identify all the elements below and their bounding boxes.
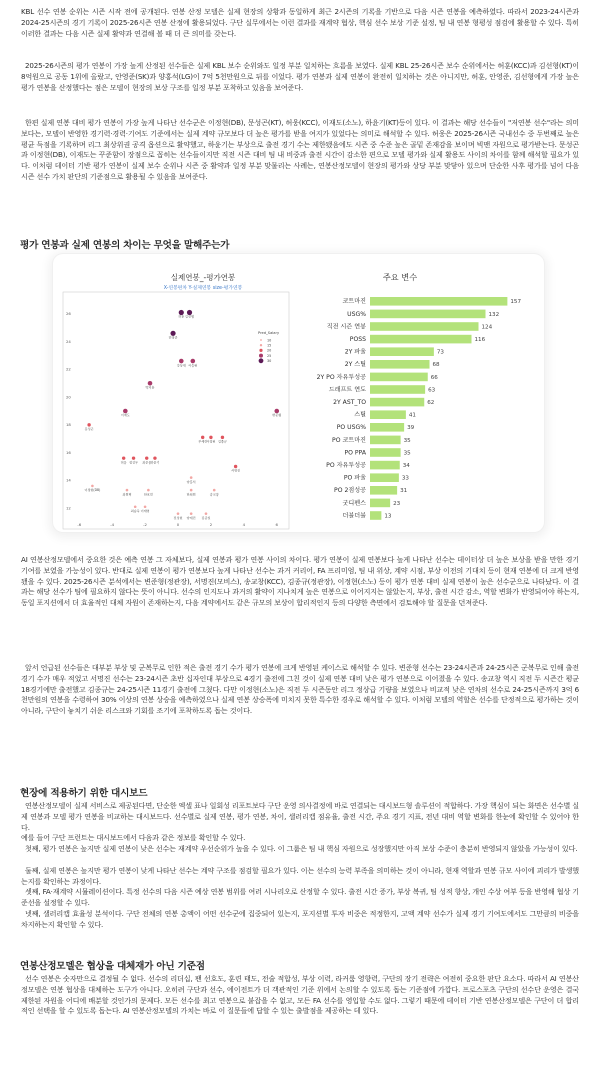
bar [370,436,401,445]
bar [370,486,397,495]
scatter-point [87,423,90,426]
point-label: 부세킨 [198,439,208,444]
bar-label: 스틸 [354,411,366,419]
legend-marker [259,358,264,363]
section-heading: 현장에 적용하기 위한 대시보드 [20,788,148,799]
bar [370,499,390,508]
scatter-point [190,489,193,492]
paragraph: 한편 실제 연봉 대비 평가 연봉이 가장 높게 나타난 선수군은 이정현(DB), 문성곤(KT), 허웅(KCC), 이재도(소노), 하윤기(KT)등이 있다. 이 결과는 해당 선수들이 "저연봉 선수"라는 의미보다는, 모델이 반영한 경기력·경력·기여도 기준에서는 실제 계약 규모보다 더 높은 평가를 받을 여지가 있었다는 의미로 해석할 수 있다. 허웅은 2025-26시즌 국내선수 중 두번째로 높은 평균 득점을 기록하며 리그 최상위권 공격 옵션으로 활약했고, 하윤기는 부상으로 출전 경기 수는 제한됐음에도 시즌 중 수준 높은 골밑 존재감을 보이며 빅맨 자원으로 평가받는다. 문성곤과 이정현(DB), 이재도는 꾸준함이 장점으로 꼽히는 선수들이지만 직전 시즌 대비 팀 내 비중과 출전 시간이 감소한 편으로 모델 평가와 실제 활용도 사이의 차이를 함께 해석할 필요가 있다. 이처럼 데이터 기반 평가 연봉이 실제 보수 순위나 시즌 중 활약과 일정 부분 맞물리는 사례는, 연봉산정모델이 현장의 평가와 상당 부분 맞닿아 있으며 단순한 사후 평가를 넘어 다음 시즌 선수 가치 판단의 기준점으로 활용될 수 있음을 보여준다. [21,118,579,181]
point-label: 하윤기 [150,460,160,465]
paragraph: 예를 들어 구단 프런트는 대시보드에서 다음과 같은 정보를 확인할 수 있다. [21,833,246,842]
point-label: 전성현 [173,515,183,520]
legend-label: 15 [267,343,272,348]
scatter-point [153,456,156,459]
bar-label: PO 코트마진 [332,436,366,444]
point-label: 김종규 [217,439,227,444]
bar-items [317,297,522,520]
scatter-point [134,505,137,508]
point-label: 이승현 [188,363,198,368]
point-label: 서명진 [231,468,241,473]
bar [370,360,430,369]
bar-label: PO 파울 [343,474,366,482]
bar-value: 34 [402,463,410,469]
point-label: 이재도 [120,413,130,418]
bar-label: 2Y 스틸 [344,361,366,369]
point-label: 최승욱 [130,508,140,513]
bar-label: 2Y 파울 [344,348,366,356]
y-tick-label: 26 [66,311,71,317]
legend-marker [260,339,262,341]
legend-marker [259,354,263,358]
scatter-point [209,436,212,439]
point-label: 정성우 [129,460,139,465]
point-label: 허훈 [178,314,185,319]
x-tick-label: 2 [209,522,213,527]
bar [370,297,507,306]
scatter-point [126,489,129,492]
bar-value: 13 [384,513,392,520]
x-tick-label: 0 [176,522,180,527]
bar-value: 35 [403,437,411,444]
scatter-point [221,436,224,439]
legend-title: Pred_Salary [258,331,280,335]
legend-label: 10 [267,338,272,343]
paragraph: 2025-26시즌의 평가 연봉이 가장 높게 산정된 선수들은 실제 KBL 보수 순위와도 일정 부분 일치하는 흐름을 보였다. 실제 KBL 25-26시즌 보수 순위에서는 허훈(KCC)과 김선형(KT)이 8억원으로 공동 1위에 올랐고, 안영준(SK)과 양홍석(LG)이 7억 5천만원으로 뒤를 이었다. 평가 연봉과 실제 연봉이 완전히 일치하는 것은 아니지만, 허훈, 안영준, 김선형에게 가장 높은 평가 연봉을 산정했다는 점은 모델이 현장의 보상 구조를 일정 부분 포착하고 있음을 보여준다. [21,61,579,92]
scatter-point [213,489,216,492]
paragraph: 첫째, 평가 연봉은 높지만 실제 연봉이 낮은 선수는 재계약 우선순위가 높을 수 있다. 이 그룹은 팀 내 핵심 자원으로 성장했지만 아직 보상 수준이 충분히 반영되지 않았을 가능성이 있다. [25,844,578,853]
bar [370,423,404,432]
point-label: 허웅 [120,460,127,465]
bar-value: 116 [474,337,486,343]
point-label: 변준형 [272,413,282,418]
paragraph: 둘째, 실제 연봉은 높지만 평가 연봉이 낮게 나타난 선수는 계약 구조를 점검할 필요가 있다. 이는 선수의 능력 부족을 의미하는 것이 아니라, 현재 역할과 연봉 규모 사이에 괴리가 발생했는지를 확인하는 과정이다. [21,866,579,886]
bar-value: 23 [393,500,401,507]
point-label: 문성곤 [84,427,94,432]
y-tick-label: 22 [66,366,71,372]
scatter-point [91,485,94,488]
y-tick-label: 18 [66,422,71,428]
y-tick-label: 14 [66,477,71,483]
bar-value: 73 [436,349,444,356]
bar [370,398,424,407]
y-tick-label: 20 [66,394,71,400]
bar [370,461,400,470]
x-tick-label: -6 [77,522,82,527]
point-label: 한호빈 [143,492,153,497]
point-label: 박지훈 [145,385,155,390]
x-tick-label: -4 [110,522,115,527]
point-label: 강상재 [176,363,186,368]
scatter-point [132,456,135,459]
legend-marker [259,349,262,352]
y-tick-label: 24 [66,338,71,344]
figure-card [53,254,544,532]
bar-value: 63 [428,387,436,394]
point-label: 이정현(DB) [84,488,101,493]
paragraph: 연봉산정모델이 실제 서비스로 제공된다면, 단순한 엑셀 표나 일회성 리포트보다 구단 운영 의사결정에 바로 연결되는 대시보드형 솔루션이 적합하다. 가장 핵심이 되는 화면은 선수별 실제 연봉과 모델 평가 연봉을 비교하는 대시보드다. 선수별로 실제 연봉, 평가 연봉, 차이, 샐러리캡 점유율, 출전 시간, 주요 경기 지표, 전년 대비 역할 변화를 한눈에 확인할 수 있어야 한다. [21,801,579,832]
bar-label: PO 자유투성공 [326,462,366,469]
bar [370,473,399,482]
scatter-point [190,512,193,515]
scatter-point [177,512,180,515]
figure-graphic [53,254,544,532]
bar-value: 66 [430,374,438,381]
scatter-plot-area [63,292,289,529]
bar-value: 31 [400,488,408,495]
bar-value: 124 [481,324,493,331]
bar-value: 33 [401,475,409,482]
scatter-point [145,456,148,459]
paragraph: 넷째, 샐러리캡 효율성 분석이다. 구단 전체의 연봉 총액이 어떤 선수군에 집중되어 있는지, 포지션별 투자 비중은 적정한지, 고액 계약 선수가 실제 경기 기여도에서도 그만큼의 비중을 차지하는지 확인할 수 있다. [21,909,579,929]
point-label: 이재영 [140,508,150,513]
scatter-chart [63,272,289,529]
y-tick-label: 12 [66,505,71,511]
scatter-point [234,465,237,468]
bar-label: 2Y PO 자유투성공 [316,373,366,381]
scatter-point [190,476,193,479]
bar [370,448,401,457]
bar-value: 35 [403,450,411,457]
point-label: 송교창 [209,492,219,497]
paragraph: AI 연봉산정모델에서 중요한 것은 예측 연봉 그 자체보다, 실제 연봉과 평가 연봉 사이의 차이다. 평가 연봉이 실제 연봉보다 높게 나타난 선수는 데이터상 더 높은 보상을 받을 만한 경기 기여를 보였을 가능성이 있다. 반대로 실제 연봉이 평가 연봉보다 높게 나타난 선수는 과거 커리어, FA 프리미엄, 팀 내 위상, 계약 시점, 부상 이전의 기대치 등이 현재 연봉에 더 크게 반영됐을 수 있다. 2025-26시즌 분석에서는 변준형(정관장), 서명진(모비스), 송교창(KCC), 김종규(정관장), 이정현(소노) 등이 평가 연봉 대비 실제 연봉이 높은 선수군으로 나타났다. 이 결과는 해당 선수가 팀에 필요하지 않다는 뜻이 아니다. 선수의 인지도나 과거의 활약이 지나치게 높은 연봉으로 이어지지는 않았는지, 부상, 출전 시간 감소, 역할 변화가 반영되어야 하는지, 동일 포지션에서 더 효율적인 대체 자원이 존재하는지, 다음 계약에서도 같은 규모의 보상이 합리적인지 등의 다양한 측면에서 검토해야 할 질문을 던져준다. [21,555,579,607]
point-label: 김선형 [185,314,195,319]
bar-label: PO 2점성공 [334,487,366,495]
paragraph: KBL 선수 연봉 순위는 시즌 시작 전에 공개된다. 연봉 산정 모델은 실제 현장의 상황과 동일하게 최근 2시즌의 기록을 기반으로 다음 시즌 연봉을 예측하였다. 따라서 2023-24시즌과 2024-25시즌의 경기 기록이 2025-26시즌 연봉 산정에 활용되었다. 구단 실무에서는 이런 결과를 재계약 협상, 핵심 선수 보상 기준 설정, 팀 내 연봉 형평성 점검에 활용할 수 있다. 특히 이러한 결과는 다음 시즌 실제 활약과 연결해 볼 때 더 큰 의미를 갖는다. [21,7,579,38]
bar-label: 더블더블 [342,512,366,520]
bar-label: PO USG% [336,424,366,432]
section-heading: 평가 연봉과 실제 연봉의 차이는 무엇을 말해주는가 [20,240,230,251]
scatter-point [147,489,150,492]
point-label: 최준용 [142,460,152,465]
bar [370,511,381,520]
legend-label: 25 [267,353,272,358]
bar-value: 68 [432,362,440,369]
section-heading: 연봉산정모델은 협상을 대체재가 아닌 기준점 [20,961,205,972]
scatter-point [205,512,208,515]
x-tick-label: 4 [242,522,246,527]
point-label: 이정현 [206,439,216,444]
bar-label: 코트마진 [342,298,366,306]
scatter-point [122,456,125,459]
bar [370,373,428,382]
point-label: 한희원 [186,492,196,497]
bar [370,310,486,319]
legend-label: 30 [267,359,272,364]
bar-value: 41 [408,412,416,419]
bar [370,385,425,394]
bar-label: USG% [347,310,366,318]
scatter-point [201,436,204,439]
paragraph: 앞서 언급된 선수들은 대부분 부상 및 군복무로 인한 적은 출전 경기 수가 평가 연봉에 크게 반영된 케이스로 해석할 수 있다. 변준형 선수는 23-24시즌과 24-25시즌 군복무로 인해 출전 경기 수가 매우 적었고 서명진 선수는 23-24시즌 초반 십자인대 부상으로 4경기 출전에 그친 것이 실제 연봉 대비 낮은 평가 연봉으로 이어졌을 수 있다. 송교창 역시 직전 두 시즌간 평균 18경기에만 출전했고 김종규는 24-25시즌 11경기 출전에 그쳤다. 다만 이정현(소노)은 직전 두 시즌동안 리그 정상급 기량을 보였으나 비교적 낮은 연차의 선수로 24-25시즌까지 3억 6천만원의 연봉을 수령하여 30% 이상의 연봉 상승을 예측하였으나 실제 연봉 상승폭에 미치지 못한 특수한 경우로 해석할 수 있다. 이처럼 모델의 역할은 선수를 단정적으로 평가하는 것이 아니라, 구단이 놓치기 쉬운 리스크와 기회를 조기에 포착하도록 돕는 것이다. [21,663,579,715]
bar-value: 132 [488,311,500,318]
paragraph: 선수 연봉은 숫자만으로 결정될 수 없다. 선수의 리더십, 팬 선호도, 훈련 태도, 전술 적합성, 부상 이력, 라커룸 영향력, 구단의 장기 전략은 여전히 중요한 판단 요소다. 따라서 AI 연봉산정모델은 연봉 협상을 대체하는 도구가 아니다. 오히려 구단과 선수, 에이전트가 더 객관적인 기준 위에서 논의할 수 있도록 돕는 기준점에 가깝다. 프로스포츠 구단의 선수단 운영은 결국 제한된 자원을 어디에 배분할 것인가의 문제다. 모든 선수를 최고 연봉으로 붙잡을 수 없고, 모든 FA 선수를 영입할 수도 없다. 그렇기 때문에 데이터 기반 연봉산정모델은 구단이 더 합리적인 선택을 할 수 있도록 돕는다. AI 연봉산정모델의 가치는 바로 이 질문들에 답할 수 있는 출발점을 제공하는 데 있다. [21,974,579,1016]
point-label: 안영준 [168,335,178,340]
y-tick-label: 16 [66,449,71,455]
bar-label: 2Y AST_TO [333,399,366,406]
bar-label: 드래프트 연도 [328,386,366,394]
bar-chart [317,272,522,520]
legend-label: 20 [267,348,272,353]
point-label: 양재민 [186,515,196,520]
point-label: 최원혁 [122,492,132,497]
point-label: 양홍석 [186,479,196,484]
bar-value: 157 [510,299,522,306]
legend-marker [260,344,262,346]
x-tick-label: 6 [275,522,278,527]
bar-label: PO PPA [344,449,366,457]
bar [370,335,472,344]
bar-label: POSS [349,336,366,343]
paragraph: 셋째, FA·재계약 시뮬레이션이다. 특정 선수의 다음 시즌 예상 연봉 범위를 여러 시나리오로 산정할 수 있다. 출전 시간 증가, 부상 복귀, 팀 성적 향상, 개인 수상 여부 등을 반영해 협상 기준선을 설정할 수 있다. [21,887,579,907]
bar-label: 굿디펜스 [342,499,366,507]
bar-value: 62 [427,400,435,406]
scatter-point [144,505,147,508]
bar-label: 직전 시즌 연봉 [326,323,366,331]
scatter-title: 실제연봉_-평가연봉 [170,273,236,282]
bar-value: 39 [407,425,415,432]
bar [370,322,479,331]
scatter-subtitle: X-연봉편차 Y-실제연봉 size-평가연봉 [163,286,243,291]
point-label: 김준일 [201,515,211,520]
bar [370,410,406,419]
bar [370,347,434,356]
x-tick-label: -2 [143,522,147,527]
bar-chart-title: 주요 변수 [382,272,418,282]
